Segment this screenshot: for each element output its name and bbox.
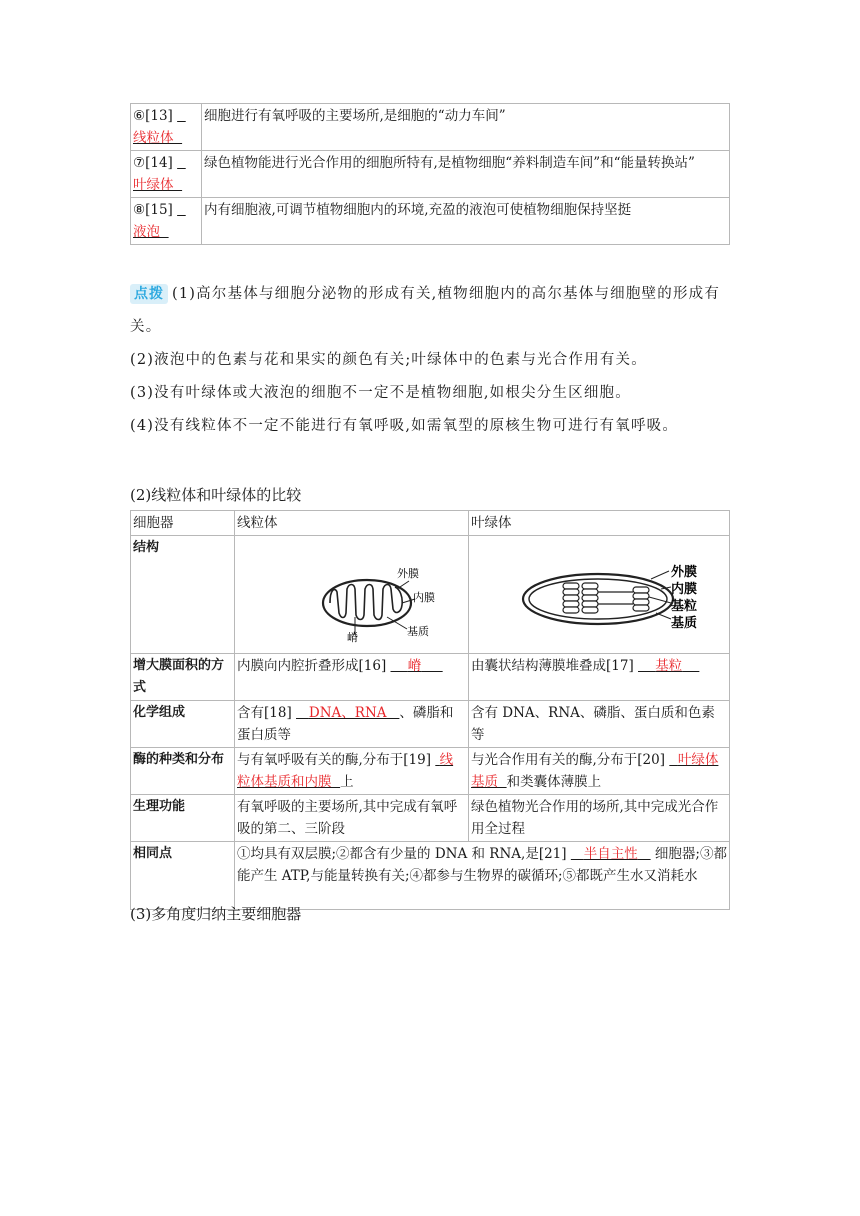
label-cristae: 嵴 — [347, 631, 358, 644]
header-cell: 叶绿体 — [469, 511, 730, 536]
answer-text: 半自主性 — [583, 846, 638, 862]
item-number: ⑧[15] — [133, 202, 173, 218]
cell-text: 含有[18] — [237, 705, 292, 721]
answer-text: 线粒体基质和内膜 — [237, 752, 454, 790]
chloroplast-diagram-cell — [469, 536, 730, 654]
cell-text: 内膜向内腔折叠形成[16] — [237, 658, 387, 674]
table-cell — [469, 654, 730, 701]
cell-text: 、磷脂和蛋白质等 — [237, 705, 454, 743]
comparison-table — [130, 510, 730, 910]
cell-text: 和类囊体薄膜上 — [506, 774, 602, 790]
header-cell: 线粒体 — [235, 511, 469, 536]
label-matrix: 基质 — [407, 625, 429, 638]
chloroplast-diagram — [471, 537, 727, 645]
tip-paragraph: (3)没有叶绿体或大液泡的细胞不一定不是植物细胞,如根尖分生区细胞。 — [130, 385, 631, 401]
row-label: 相同点 — [131, 842, 235, 910]
label-outer: 外膜 — [397, 567, 419, 580]
tip-text: (1)高尔基体与细胞分泌物的形成有关,植物细胞内的高尔基体与细胞壁的形成有关。 — [130, 286, 721, 335]
answer-text: 叶绿体基质 — [471, 752, 719, 790]
table-cell — [131, 104, 202, 151]
cell-text: ①均具有双层膜;②都含有少量的 DNA 和 RNA,是[21] — [237, 846, 567, 862]
table-cell — [235, 701, 469, 748]
table-cell: 细胞进行有氧呼吸的主要场所,是细胞的“动力车间” — [202, 104, 730, 151]
answer-text: 线粒体 — [133, 130, 174, 146]
label-stroma: 基质 — [671, 616, 698, 631]
tip-paragraph: (2)液泡中的色素与花和果实的颜色有关;叶绿体中的色素与光合作用有关。 — [130, 352, 647, 368]
table-cell: 有氧呼吸的主要场所,其中完成有氧呼吸的第二、三阶段 — [235, 795, 469, 842]
answer-text: 基粒 — [655, 658, 683, 674]
answer-text: 叶绿体 — [133, 177, 174, 193]
cell-text: 与有氧呼吸有关的酶,分布于[19] — [237, 752, 432, 768]
table-cell — [469, 748, 730, 795]
table-row — [131, 654, 730, 701]
tip-badge: 点拨 — [130, 284, 168, 304]
row-label: 酶的种类和分布 — [131, 748, 235, 795]
table-row — [131, 748, 730, 795]
label-outer: 外膜 — [671, 565, 698, 580]
table-cell: 含有 DNA、RNA、磷脂、蛋白质和色素等 — [469, 701, 730, 748]
answer-text: 液泡 — [133, 224, 160, 240]
table-row — [131, 795, 730, 842]
table-row — [131, 701, 730, 748]
table-cell: 绿色植物光合作用的场所,其中完成光合作用全过程 — [469, 795, 730, 842]
section-heading: (2)线粒体和叶绿体的比较 — [130, 486, 302, 504]
tip-paragraph — [130, 278, 730, 344]
item-number: ⑦[14] — [133, 155, 173, 171]
table-cell — [131, 151, 202, 198]
table-row — [131, 198, 730, 245]
tip-section — [130, 278, 730, 443]
tip-paragraph: (4)没有线粒体不一定不能进行有氧呼吸,如需氧型的原核生物可进行有氧呼吸。 — [130, 418, 679, 434]
item-number: ⑥[13] — [133, 108, 173, 124]
answer-text: 嵴 — [407, 658, 422, 674]
label-inner: 内膜 — [671, 582, 698, 597]
table-row — [131, 151, 730, 198]
answer-text: DNA、RNA — [308, 705, 387, 721]
mitochondrion-diagram — [237, 537, 466, 645]
cell-text: 上 — [340, 774, 354, 790]
mitochondrion-diagram-cell — [235, 536, 469, 654]
row-label: 增大膜面积的方式 — [131, 654, 235, 701]
table-header-row — [131, 511, 730, 536]
organelle-table — [130, 103, 730, 245]
row-label: 结构 — [131, 536, 235, 654]
header-cell: 细胞器 — [131, 511, 235, 536]
table-cell — [235, 842, 730, 910]
table-cell — [235, 748, 469, 795]
table-row — [131, 104, 730, 151]
table-cell: 绿色植物能进行光合作用的细胞所特有,是植物细胞“养料制造车间”和“能量转换站” — [202, 151, 730, 198]
cell-text: 与光合作用有关的酶,分布于[20] — [471, 752, 666, 768]
table-cell — [131, 198, 202, 245]
row-label: 生理功能 — [131, 795, 235, 842]
table-row — [131, 842, 730, 910]
table-row — [131, 536, 730, 654]
section-heading: (3)多角度归纳主要细胞器 — [130, 905, 302, 923]
table-cell: 内有细胞液,可调节植物细胞内的环境,充盈的液泡可使植物细胞保持坚挺 — [202, 198, 730, 245]
label-inner: 内膜 — [413, 591, 435, 604]
cell-text: 细胞器;③都能产生 ATP,与能量转换有关;④都参与生物界的碳循环;⑤都既产生水又消耗水 — [237, 846, 727, 884]
label-grana: 基粒 — [671, 599, 698, 614]
table-cell — [235, 654, 469, 701]
cell-text: 由囊状结构薄膜堆叠成[17] — [471, 658, 634, 674]
row-label: 化学组成 — [131, 701, 235, 748]
